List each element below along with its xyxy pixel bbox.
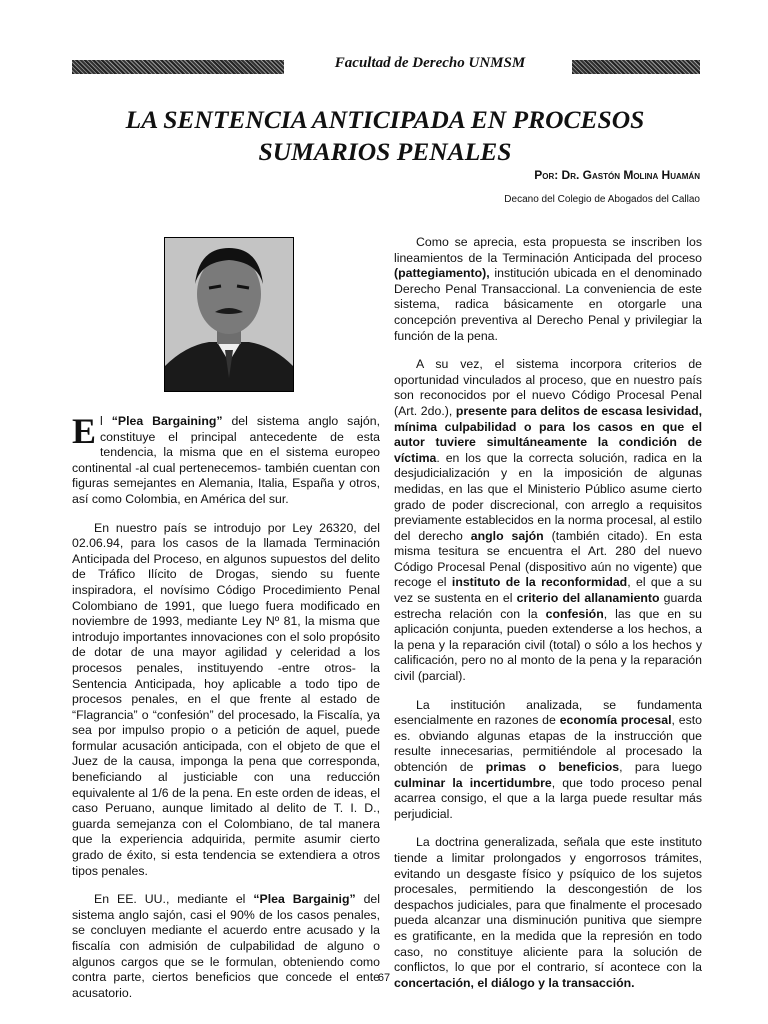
paragraph: Como se aprecia, esta propuesta se inscriben los lineamientos de la Terminación Anticipada del proceso (pattegiamento), institución ubicada en el denominado Derecho Penal Transaccional. La conveniencia de este sistema, radica básicamente en otorgarle una concepción preventiva al Derecho Penal y privilegiar la función de la pena. xyxy=(394,235,702,343)
author-byline: Por: Dr. Gastón Molina Huamán xyxy=(534,168,700,182)
right-column xyxy=(394,235,702,1004)
paragraph: En EE. UU., mediante el “Plea Bargainig” del sistema anglo sajón, casi el 90% de los casos penales, se concluyen mediante el acuerdo entre acusado y la fiscalía con admisión de culpabilidad de alguno o algunos cargos que se le formulan, obteniendo como contra parte, ciertos beneficios que concede el ente acusatorio. xyxy=(72,892,381,1000)
paragraph: La doctrina generalizada, señala que este instituto tiende a limitar prolongados y engorrosos trámites, evitando un desgaste físico y psíquico de los sujetos procesales, permitiendo la descongestión de los despachos judiciales, para que finalmente el procesado pueda alcanzar una disminución punitiva que siempre es gratificante, en la medida que la represión en todo caso, no constituye aliciente para la solución de conflictos, lo que por el contrario, sí acontece con la concertación, el diálogo y la transacción. xyxy=(394,835,702,990)
article-title: LA SENTENCIA ANTICIPADA EN PROCESOS SUMARIOS PENALES xyxy=(125,105,645,166)
page-number: 67 xyxy=(377,972,391,984)
author-affiliation: Decano del Colegio de Abogados del Callao xyxy=(504,194,700,205)
paragraph: En nuestro país se introdujo por Ley 26320, del 02.06.94, para los casos de la llamada Terminación Anticipada del Proceso, en algunos supuestos del delito de Tráfico Ilícito de Drogas, siendo su fuente inspiradora, el novísimo Código Procedimiento Penal Colombiano de 1991, que luego fuera modificado en noviembre de 1993, mediante Ley Nº 81, la misma que introdujo importantes innovaciones con el solo propósito de dotar de una mayor agilidad y celeridad a los procesos penales, instituyendo -entre otros- la Sentencia Anticipada, hoy aplicable a todo tipo de procesos penales, en el que frente al estado de “Flagrancia” o “confesión” del procesado, la Fiscalía, ya sea por impulso propio o a petición de aquel, puede formular acusación anticipada, con el objeto de que el Juez de la causa, imponga la pena que corresponda, beneficiando al justiciable con una reducción equivalente al 1/6 de la pena. En este orden de ideas, el caso Peruano, aunque limitado al delito de T. I. D., guarda semejanza con el Colombiano, de tal manera que la experiencia adquirida, permite asumir cierto grado de éxito, si esta tendencia se extendiera a otros tipos penales. xyxy=(72,520,380,878)
header-decoration-left xyxy=(72,60,284,74)
header-decoration-right xyxy=(572,60,700,74)
drop-cap: E xyxy=(72,411,97,451)
header-band xyxy=(72,55,700,74)
header-text: Facultad de Derecho UNMSM xyxy=(334,55,526,71)
paragraph: A su vez, el sistema incorpora criterios de oportunidad vinculados al proceso, que en nuestro país son reconocidos por el nuevo Código Procesal Penal (Art. 2do.), presente para delitos de escasa lesividad, mínima culpabilidad o para los casos en que el autor tuviere simultáneamente la condición de víctima. en los que la correcta solución, radica en la desjudicialización y en la imposición de algunas medidas, en las que el Ministerio Público asume cierto grado de poder discrecional, con arreglo a requisitos previamente establecidos en la norma procesal, al estilo del derecho anglo sajón (también citado). En esta misma tesitura se encuentra el Art. 280 del nuevo Código Procesal Penal (dispositivo aún no vigente) que recoge el instituto de la reconformidad, el que a su vez se sustenta en el criterio del allanamiento guarda estrecha relación con la confesión, las que en su aplicación conjunta, pueden extenderse a los hechos, a la pena y la reparación civil (total) o sólo a los hechos y calificación, pero no al monto de la pena y la reparación civil (parcial). xyxy=(394,357,703,684)
left-column xyxy=(72,411,381,1014)
author-photo xyxy=(164,237,294,392)
paragraph: El “Plea Bargaining” del sistema anglo sajón, constituye el principal antecedente de esta tendencia, la misma que en el sistema europeo continental -al cual pertenecemos- también cuentan con figuras semejantes en Alemania, Italia, España y otros, así como Colombia, en América del sur. xyxy=(72,411,381,506)
paragraph: La institución analizada, se fundamenta esencialmente en razones de economía procesal, esto es. obviando algunas etapas de la instrucción que resulte innecesarias, permitiéndole al procesado la obtención de primas o beneficios, para luego culminar la incertidumbre, que todo proceso penal acarrea consigo, el que a la larga puede resultar más perjudicial. xyxy=(394,697,702,821)
